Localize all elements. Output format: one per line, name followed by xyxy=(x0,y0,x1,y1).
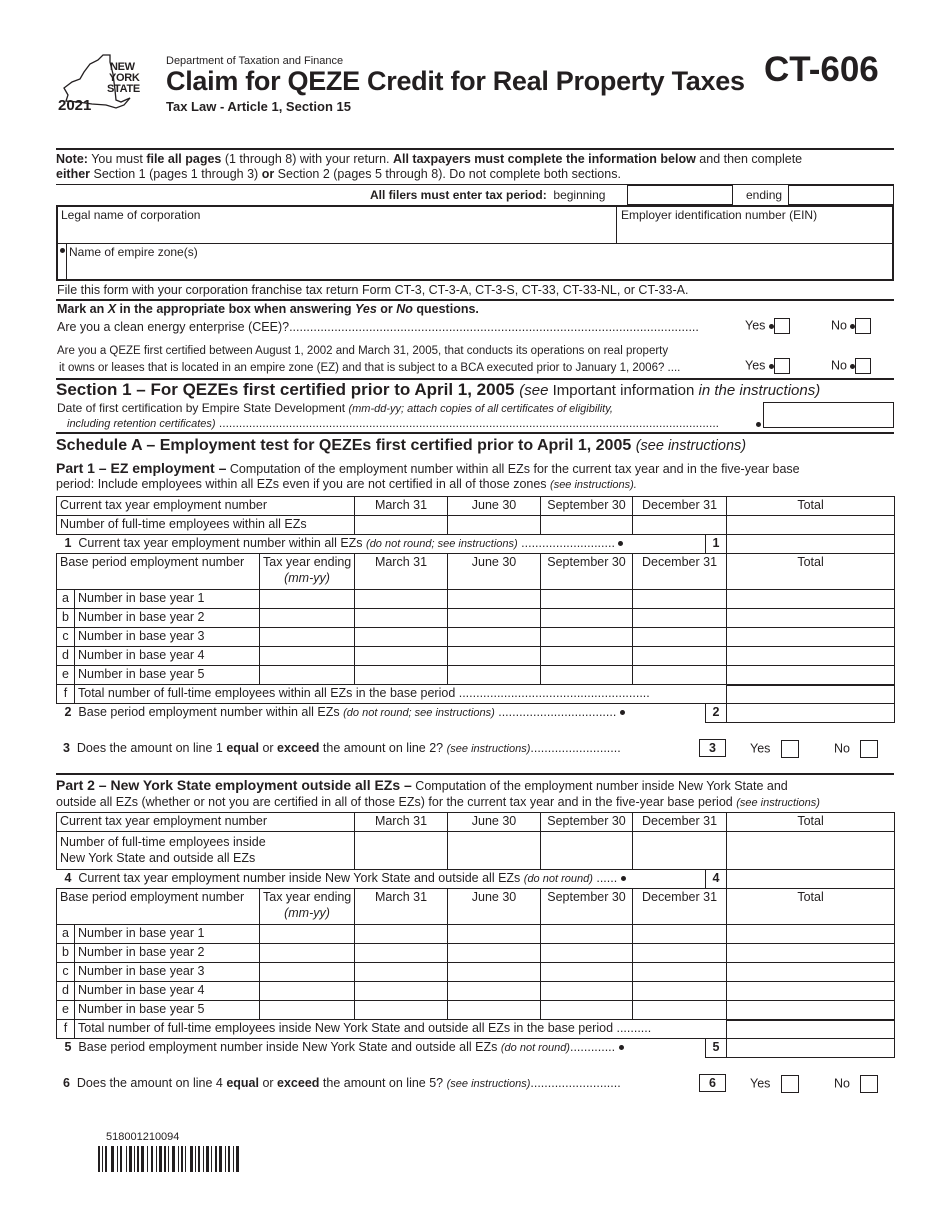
col-march: March 31 xyxy=(355,889,448,925)
base-year-row xyxy=(57,647,895,666)
bullet-icon xyxy=(618,541,623,546)
line-f-row xyxy=(57,1020,895,1039)
p1-by3-total-input[interactable] xyxy=(727,628,895,647)
divider xyxy=(56,148,894,150)
legal-name-label: Legal name of corporation xyxy=(61,208,201,222)
p1-by1-september-input[interactable] xyxy=(541,590,633,609)
p2-by1-march-input[interactable] xyxy=(355,925,448,944)
p2-by4-september-input[interactable] xyxy=(541,982,633,1001)
row-label: Total number of full-time employees within all EZs in the base period ....................................................... xyxy=(75,685,706,704)
p1-line-f-total-input[interactable] xyxy=(727,685,895,704)
p2-by3-march-input[interactable] xyxy=(355,963,448,982)
line3-yes: Yes xyxy=(750,740,799,758)
bullet-icon xyxy=(620,710,625,715)
p1-by4-december-input[interactable] xyxy=(633,647,727,666)
p1-current-total-input[interactable] xyxy=(727,516,895,535)
p1-by5-june-input[interactable] xyxy=(448,666,541,685)
col-tax-year-ending: Tax year ending (mm-yy) xyxy=(260,554,355,590)
divider xyxy=(66,244,67,279)
line6-no: No xyxy=(834,1075,878,1093)
p1-current-september-input[interactable] xyxy=(541,516,633,535)
nys-logo xyxy=(58,52,153,114)
line4-number-box: 4 xyxy=(706,870,727,889)
col-june: June 30 xyxy=(448,889,541,925)
line4-row xyxy=(57,870,895,889)
row-label: Number in base year 1 xyxy=(75,925,260,944)
p2-by2-december-input[interactable] xyxy=(633,944,727,963)
p2-by4-total-input[interactable] xyxy=(727,982,895,1001)
p1-by5-tax-year-input[interactable] xyxy=(260,666,355,685)
line4-label: 4 Current tax year employment number inside New York State and outside all EZs (do not round) ...... xyxy=(57,870,706,889)
p2-by4-tax-year-input[interactable] xyxy=(260,982,355,1001)
p1-by3-september-input[interactable] xyxy=(541,628,633,647)
ein-label: Employer identification number (EIN) xyxy=(621,208,818,222)
form-subtitle: Tax Law - Article 1, Section 15 xyxy=(166,99,351,114)
divider xyxy=(56,299,894,301)
cee-yes: Yes xyxy=(745,318,790,334)
base-year-row xyxy=(57,666,895,685)
p1-by3-march-input[interactable] xyxy=(355,628,448,647)
divider xyxy=(56,432,894,434)
col-june: June 30 xyxy=(448,813,541,832)
p2-by2-tax-year-input[interactable] xyxy=(260,944,355,963)
line-f-row xyxy=(57,685,895,704)
line6-question: 6 Does the amount on line 4 equal or exceed the amount on line 5? (see instructions).......................... xyxy=(63,1076,621,1090)
empire-zone-field[interactable] xyxy=(58,244,892,279)
p2-by5-june-input[interactable] xyxy=(448,1001,541,1020)
svg-text:STATE: STATE xyxy=(107,83,140,95)
file-with-text: File this form with your corporation franchise tax return Form CT-3, CT-3-A, CT-3-S, CT-33, CT-33-NL, or CT-33-A. xyxy=(57,283,689,297)
line1-label: 1 Current tax year employment number within all EZs (do not round; see instructions) ........................... xyxy=(57,535,706,554)
question-qeze: Are you a QEZE first certified between August 1, 2002 and March 31, 2005, that conducts its operations on real property it owns or leases that is located in an empire zone (EZ) and that is subject to a BCA executed prior to January 1, 2006? .... xyxy=(57,345,681,374)
row-label: Number of full-time employees within all EZs xyxy=(57,516,355,535)
p1-by3-december-input[interactable] xyxy=(633,628,727,647)
row-label: Number in base year 3 xyxy=(75,628,260,647)
tax-period-beginning-input[interactable] xyxy=(627,185,733,205)
row-label: Number in base year 5 xyxy=(75,666,260,685)
empire-zone-label: Name of empire zone(s) xyxy=(69,245,198,259)
p2-current-december-input[interactable] xyxy=(633,832,727,870)
tax-period-ending-input[interactable] xyxy=(788,185,894,205)
barcode xyxy=(98,1146,240,1172)
row-label: Number in base year 2 xyxy=(75,609,260,628)
tax-period-label: All filers must enter tax period: beginning xyxy=(370,188,606,202)
row-label: Number of full-time employees inside New York State and outside all EZs xyxy=(57,832,355,870)
p1-current-june-input[interactable] xyxy=(448,516,541,535)
p2-by3-total-input[interactable] xyxy=(727,963,895,982)
p1-by4-march-input[interactable] xyxy=(355,647,448,666)
divider xyxy=(56,773,894,775)
p2-by3-september-input[interactable] xyxy=(541,963,633,982)
p2-by1-tax-year-input[interactable] xyxy=(260,925,355,944)
line2-input[interactable] xyxy=(727,704,895,723)
line1-row xyxy=(57,535,895,554)
p2-by4-june-input[interactable] xyxy=(448,982,541,1001)
p1-by2-september-input[interactable] xyxy=(541,609,633,628)
ein-field[interactable] xyxy=(616,207,892,243)
p1-by4-tax-year-input[interactable] xyxy=(260,647,355,666)
line3-no-checkbox[interactable] xyxy=(860,740,878,758)
cee-yes-checkbox[interactable] xyxy=(774,318,790,334)
required-bullet-icon xyxy=(60,248,65,253)
row-letter: d xyxy=(57,982,75,1001)
row-label: Number in base year 3 xyxy=(75,963,260,982)
legal-name-field[interactable] xyxy=(58,207,616,243)
row-letter: e xyxy=(57,666,75,685)
base-year-row xyxy=(57,1001,895,1020)
p2-by3-tax-year-input[interactable] xyxy=(260,963,355,982)
row-letter: b xyxy=(57,944,75,963)
col-march: March 31 xyxy=(355,554,448,590)
p1-by2-total-input[interactable] xyxy=(727,609,895,628)
base-year-row xyxy=(57,982,895,1001)
yes-no-instruction: Mark an X in the appropriate box when answering Yes or No questions. xyxy=(57,302,479,316)
row-label: Number in base year 4 xyxy=(75,647,260,666)
cee-no: No xyxy=(831,318,871,334)
p2-by1-june-input[interactable] xyxy=(448,925,541,944)
line2-number-box: 2 xyxy=(706,704,727,723)
row-letter: c xyxy=(57,963,75,982)
line1-input[interactable] xyxy=(727,535,895,554)
p2-by5-total-input[interactable] xyxy=(727,1001,895,1020)
col-december: December 31 xyxy=(633,889,727,925)
p1-by5-december-input[interactable] xyxy=(633,666,727,685)
barcode-number: 518001210094 xyxy=(106,1131,180,1143)
p2-by5-september-input[interactable] xyxy=(541,1001,633,1020)
tax-period-ending-label: ending xyxy=(746,188,783,202)
col-december: December 31 xyxy=(633,813,727,832)
current-year-row xyxy=(57,832,895,870)
col-total: Total xyxy=(727,554,895,590)
p1-by5-total-input[interactable] xyxy=(727,666,895,685)
p2-by4-march-input[interactable] xyxy=(355,982,448,1001)
part1-heading: Part 1 – EZ employment – Computation of the employment number within all EZs for the current tax year and in the five-year base period: Include employees within all EZs even if you are not certified in all of those zones (see instructions). xyxy=(56,460,800,491)
part2-heading: Part 2 – New York State employment outside all EZs – Computation of the employment number inside New York State and outside all EZs (whether or not you are certified in all of those EZs) for the current tax year and in the five-year base period (see instructions) xyxy=(56,777,820,809)
section1-heading: Section 1 – For QEZEs first certified prior to April 1, 2005 (see Important information in the instructions) xyxy=(56,380,821,399)
p2-by2-june-input[interactable] xyxy=(448,944,541,963)
line6-no-checkbox[interactable] xyxy=(860,1075,878,1093)
row-letter: c xyxy=(57,628,75,647)
identity-box xyxy=(56,205,894,281)
bullet-icon xyxy=(621,876,626,881)
col-december: December 31 xyxy=(633,497,727,516)
line2-row xyxy=(57,704,895,723)
line6-number-box: 6 xyxy=(699,1074,726,1092)
row-letter: d xyxy=(57,647,75,666)
p1-by4-total-input[interactable] xyxy=(727,647,895,666)
row-label: Number in base year 2 xyxy=(75,944,260,963)
cee-no-checkbox[interactable] xyxy=(855,318,871,334)
base-period-header: Base period employment number xyxy=(57,889,260,925)
p2-current-september-input[interactable] xyxy=(541,832,633,870)
p2-by2-total-input[interactable] xyxy=(727,944,895,963)
nys-map-icon xyxy=(58,52,153,114)
bullet-icon xyxy=(756,422,761,427)
p2-by5-tax-year-input[interactable] xyxy=(260,1001,355,1020)
note-text: Note: You must file all pages (1 through 8) with your return. All taxpayers must complete the information below and then complete either Section 1 (pages 1 through 3) or Section 2 (pages 5 through 8). Do not complete both sections. xyxy=(56,152,803,181)
col-march: March 31 xyxy=(355,497,448,516)
p1-by1-june-input[interactable] xyxy=(448,590,541,609)
p1-by5-march-input[interactable] xyxy=(355,666,448,685)
row-letter: e xyxy=(57,1001,75,1020)
row-letter: a xyxy=(57,925,75,944)
barcode-icon xyxy=(98,1146,240,1172)
line3-no: No xyxy=(834,740,878,758)
current-year-header: Current tax year employment number xyxy=(57,813,355,832)
col-september: September 30 xyxy=(541,889,633,925)
p2-by2-march-input[interactable] xyxy=(355,944,448,963)
line5-label: 5 Base period employment number inside New York State and outside all EZs (do not round)............. xyxy=(57,1039,706,1058)
form-title: Claim for QEZE Credit for Real Property Taxes xyxy=(166,66,745,96)
col-total: Total xyxy=(727,889,895,925)
p2-by1-total-input[interactable] xyxy=(727,925,895,944)
line5-input[interactable] xyxy=(727,1039,895,1058)
row-letter: f xyxy=(57,1020,75,1039)
col-december: December 31 xyxy=(633,554,727,590)
p1-by3-june-input[interactable] xyxy=(448,628,541,647)
spacer xyxy=(706,1020,727,1039)
p1-by1-total-input[interactable] xyxy=(727,590,895,609)
current-year-header: Current tax year employment number xyxy=(57,497,355,516)
certification-date-label: Date of first certification by Empire State Development (mm-dd-yy; attach copies of all certificates of eligibility, including retention certificates) ...................................................................................................................................................... xyxy=(57,401,720,430)
p2-by5-december-input[interactable] xyxy=(633,1001,727,1020)
base-year-row xyxy=(57,944,895,963)
p2-current-june-input[interactable] xyxy=(448,832,541,870)
row-label: Total number of full-time employees inside New York State and outside all EZs in the base period .......... xyxy=(75,1020,706,1039)
spacer xyxy=(706,685,727,704)
line2-label: 2 Base period employment number within all EZs (do not round; see instructions) .................................. xyxy=(57,704,706,723)
p1-by2-june-input[interactable] xyxy=(448,609,541,628)
line3-yes-checkbox[interactable] xyxy=(781,740,799,758)
p1-by5-september-input[interactable] xyxy=(541,666,633,685)
col-total: Total xyxy=(727,813,895,832)
base-year-row xyxy=(57,925,895,944)
qeze-no: No xyxy=(831,358,871,374)
col-june: June 30 xyxy=(448,497,541,516)
qeze-yes-checkbox[interactable] xyxy=(774,358,790,374)
row-label: Number in base year 4 xyxy=(75,982,260,1001)
line6-yes: Yes xyxy=(750,1075,799,1093)
p2-by1-december-input[interactable] xyxy=(633,925,727,944)
col-tax-year-ending: Tax year ending (mm-yy) xyxy=(260,889,355,925)
p1-current-december-input[interactable] xyxy=(633,516,727,535)
base-year-row xyxy=(57,963,895,982)
row-letter: a xyxy=(57,590,75,609)
base-period-header: Base period employment number xyxy=(57,554,260,590)
p2-by5-march-input[interactable] xyxy=(355,1001,448,1020)
bullet-icon xyxy=(619,1045,624,1050)
base-year-row xyxy=(57,628,895,647)
p2-by1-september-input[interactable] xyxy=(541,925,633,944)
col-september: September 30 xyxy=(541,554,633,590)
p1-by2-march-input[interactable] xyxy=(355,609,448,628)
current-year-header-row xyxy=(57,813,895,832)
col-total: Total xyxy=(727,497,895,516)
p2-current-march-input[interactable] xyxy=(355,832,448,870)
p2-by2-september-input[interactable] xyxy=(541,944,633,963)
certification-date-input[interactable] xyxy=(763,402,894,428)
svg-text:2021: 2021 xyxy=(58,97,92,114)
line3-question: 3 Does the amount on line 1 equal or exceed the amount on line 2? (see instructions).......................... xyxy=(63,741,621,755)
p1-by1-march-input[interactable] xyxy=(355,590,448,609)
p1-by3-tax-year-input[interactable] xyxy=(260,628,355,647)
p1-by1-december-input[interactable] xyxy=(633,590,727,609)
p1-current-march-input[interactable] xyxy=(355,516,448,535)
current-year-header-row xyxy=(57,497,895,516)
schedule-a-heading: Schedule A – Employment test for QEZEs first certified prior to April 1, 2005 (see instructions) xyxy=(56,437,747,454)
line4-input[interactable] xyxy=(727,870,895,889)
col-september: September 30 xyxy=(541,813,633,832)
department-name: Department of Taxation and Finance xyxy=(166,55,344,67)
current-year-row xyxy=(57,516,895,535)
p2-line-f-total-input[interactable] xyxy=(727,1020,895,1039)
svg-text:YORK: YORK xyxy=(109,72,140,84)
svg-text:NEW: NEW xyxy=(110,61,135,73)
col-september: September 30 xyxy=(541,497,633,516)
line1-number-box: 1 xyxy=(706,535,727,554)
row-letter: b xyxy=(57,609,75,628)
p1-by2-december-input[interactable] xyxy=(633,609,727,628)
part1-table xyxy=(56,496,895,723)
p1-by1-tax-year-input[interactable] xyxy=(260,590,355,609)
line3-number-box: 3 xyxy=(699,739,726,757)
row-label: Number in base year 5 xyxy=(75,1001,260,1020)
p2-current-total-input[interactable] xyxy=(727,832,895,870)
base-period-header-row xyxy=(57,889,895,925)
p2-by3-december-input[interactable] xyxy=(633,963,727,982)
p1-by4-september-input[interactable] xyxy=(541,647,633,666)
divider xyxy=(56,184,894,185)
col-june: June 30 xyxy=(448,554,541,590)
p1-by4-june-input[interactable] xyxy=(448,647,541,666)
line6-yes-checkbox[interactable] xyxy=(781,1075,799,1093)
p1-by2-tax-year-input[interactable] xyxy=(260,609,355,628)
base-period-header-row xyxy=(57,554,895,590)
p2-by4-december-input[interactable] xyxy=(633,982,727,1001)
form-number: CT-606 xyxy=(764,50,879,89)
part2-table xyxy=(56,812,895,1058)
line5-row xyxy=(57,1039,895,1058)
row-label: Number in base year 1 xyxy=(75,590,260,609)
base-year-row xyxy=(57,590,895,609)
qeze-no-checkbox[interactable] xyxy=(855,358,871,374)
line5-number-box: 5 xyxy=(706,1039,727,1058)
qeze-yes: Yes xyxy=(745,358,790,374)
p2-by3-june-input[interactable] xyxy=(448,963,541,982)
col-march: March 31 xyxy=(355,813,448,832)
row-letter: f xyxy=(57,685,75,704)
question-cee: Are you a clean energy enterprise (CEE)?...................................................................................................................... xyxy=(57,320,699,334)
base-year-row xyxy=(57,609,895,628)
